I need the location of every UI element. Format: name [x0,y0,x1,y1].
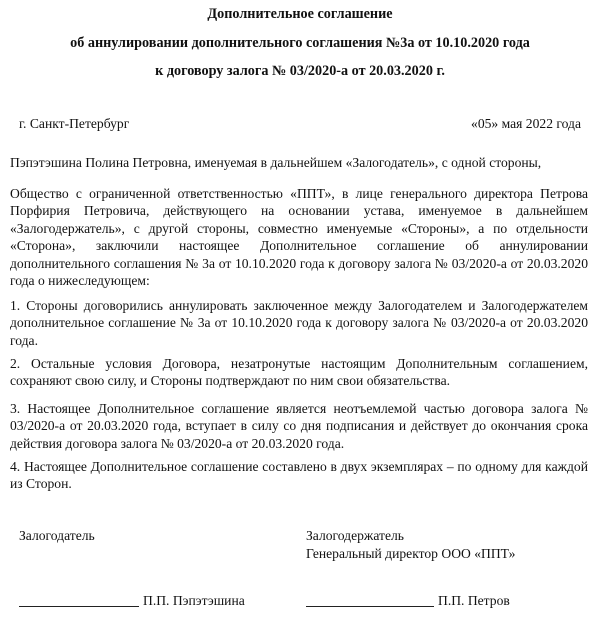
pledgee-signatory-name: П.П. Петров [438,593,510,608]
clause-1: 1. Стороны договорились аннулировать заключенное между Залогодателем и Залогодержателем дополнительное соглашение № 3а от 10.10.2020 года к договору залога № 03/2020-а от 20.03.2020 года. [10,298,588,348]
clause-2: 2. Остальные условия Договора, незатронутые настоящим Дополнительным соглашением, сохраняют свою силу, и Стороны подтверждают по ним свои обязательства. [10,356,588,389]
place-of-signing: г. Санкт-Петербург [19,116,130,131]
document-date: «05» мая 2022 года [471,116,581,131]
document-subtitle-annulment: об аннулировании дополнительного соглашения №3а от 10.10.2020 года [70,35,530,51]
document-title: Дополнительное соглашение [207,6,393,22]
clause-3: 3. Настоящее Дополнительное соглашение является неотъемлемой частью договора залога № 03/2020-а от 20.03.2020 года, вступает в силу со дня подписания и действует до окончания срока действия договора залога № 03/2020-а от 20.03.2020 года. [10,401,588,451]
pledgee-signature-line [306,606,434,607]
pledgor-intro-paragraph: Пэпэтэшина Полина Петровна, именуемая в дальнейшем «Залогодатель», с одной стороны, [10,155,542,170]
pledgor-signature-line [19,606,139,607]
document-subtitle-contract: к договору залога № 03/2020-а от 20.03.2020 г. [155,63,445,79]
clause-4: 4. Настоящее Дополнительное соглашение составлено в двух экземплярах – по одному для каждой из Сторон. [10,459,588,492]
pledgor-signature-role: Залогодатель [19,528,95,543]
pledgor-signatory-name: П.П. Пэпэтэшина [143,593,245,608]
pledgee-signature-role: Залогодержатель [306,528,404,543]
pledgee-signatory-title: Генеральный директор ООО «ППТ» [306,546,516,561]
pledgee-intro-paragraph: Общество с ограниченной ответственностью «ППТ», в лице генерального директора Петрова Порфирия Петровича, действующего на основании устава, именуемое в дальнейшем «Залогодержатель», с другой стороны, совместно именуемые «Стороны», а по отдельности «Сторона», заключили настоящее Дополнительное соглашение об аннулировании дополнительного соглашения № 3а от 10.10.2020 года к договору залога № 03/2020-а от 20.03.2020 года о нижеследующем: [10,186,588,289]
